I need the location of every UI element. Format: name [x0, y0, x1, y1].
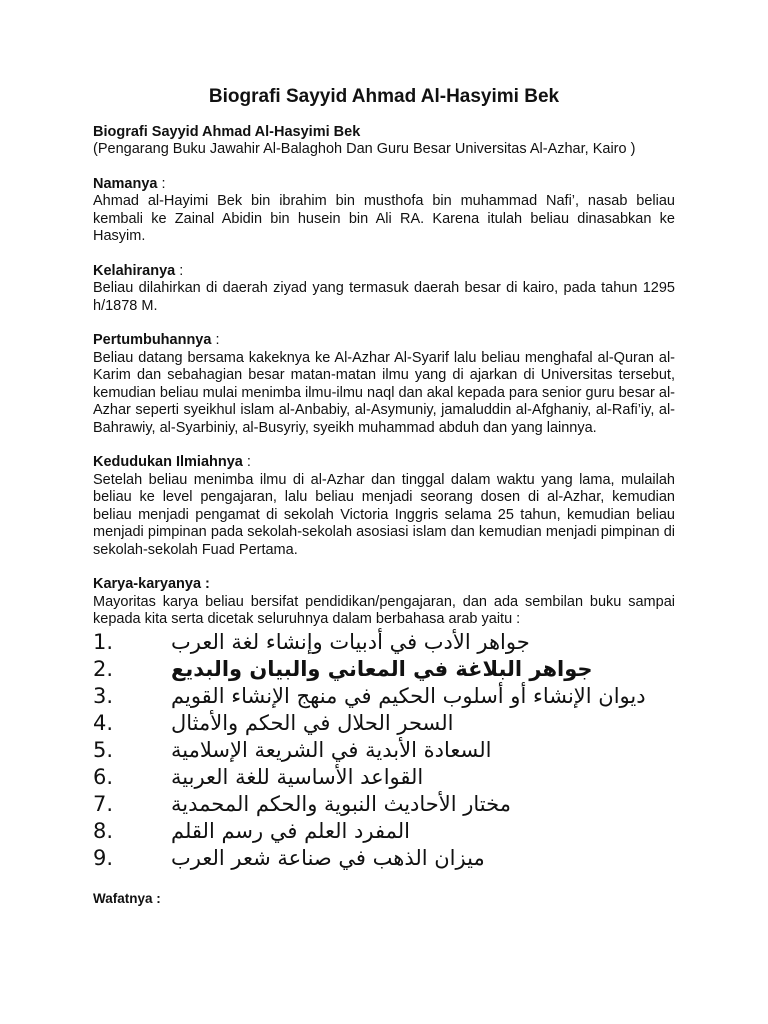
book-number: 3. [93, 683, 114, 708]
book-item [93, 845, 675, 872]
section-label: Kedudukan Ilmiahnya [93, 454, 243, 470]
wafat-label: Wafatnya : [93, 890, 161, 906]
section-text: Setelah beliau menimba ilmu di al-Azhar dan tinggal dalam waktu yang lama, mulailah beliau ke level pengajaran, lalu beliau menjadi seorang dosen di al-Azhar, kemudian beliau menjadi pengamat di sekolah Victoria Inggris selama 25 tahun, kemudian beliau menjadi pimpinan pada sekolah-sekolah asosiasi islam dan kemudian menjadi pimpinan di sekolah-sekolah Fuad Pertama. [93, 471, 675, 558]
section-1: Kelahiranya : Beliau dilahirkan di daerah ziyad yang termasuk daerah besar di kairo, pada tahun 1295 h/1878 M. [93, 262, 675, 314]
book-number: 2. [93, 656, 114, 681]
book-number: 7. [93, 791, 114, 816]
section-label: Kelahiranya [93, 262, 176, 279]
book-number: 8. [93, 818, 114, 843]
section-text: Ahmad al-Hayimi Bek bin ibrahim bin musthofa bin muhammad Nafi’, nasab beliau kembali ke Zainal Abidin bin husein bin Ali RA. Karena itulah beliau dinasabkan ke Hasyim. [93, 193, 675, 244]
book-title: ميزان الذهب في صناعة شعر العرب [171, 845, 485, 870]
book-item [93, 737, 675, 764]
book-item [93, 818, 675, 845]
book-item [93, 629, 675, 656]
book-title: جواهر البلاغة في المعاني والبيان والبديع [171, 656, 593, 681]
intro-section [93, 124, 675, 159]
karya-label: Karya-karyanya : [93, 576, 210, 592]
book-title: مختار الأحاديث النبوية والحكم المحمدية [171, 791, 511, 816]
section-text: Beliau dilahirkan di daerah ziyad yang termasuk daerah besar di kairo, pada tahun 1295 h/1878 M. [93, 280, 675, 314]
section-3: Kedudukan Ilmiahnya : Setelah beliau menimba ilmu di al-Azhar dan tinggal dalam waktu yang lama, mulailah beliau ke level pengajaran, lalu beliau menjadi seorang dosen di al-Azhar, kemudian beliau menjadi pengamat di sekolah Victoria Inggris selama 25 tahun, kemudian beliau menjadi pimpinan pada sekolah-sekolah asosiasi islam dan kemudian menjadi pimpinan di sekolah-sekolah Fuad Pertama. [93, 454, 675, 558]
book-title: ديوان الإنشاء أو أسلوب الحكيم في منهج الإنشاء القويم [171, 683, 646, 708]
book-item [93, 656, 675, 683]
book-number: 1. [93, 629, 114, 654]
book-item [93, 791, 675, 818]
book-number: 4. [93, 710, 114, 735]
book-item [93, 683, 675, 710]
book-item [93, 710, 675, 737]
karya-section [93, 576, 675, 872]
intro-heading: Biografi Sayyid Ahmad Al-Hasyimi Bek [93, 123, 361, 140]
book-number: 6. [93, 764, 114, 789]
intro-subtitle: (Pengarang Buku Jawahir Al-Balaghoh Dan Guru Besar Universitas Al-Azhar, Kairo ) [93, 141, 636, 157]
book-title: السحر الحلال في الحكم والأمثال [171, 710, 454, 735]
section-label: Namanya [93, 175, 158, 192]
book-title: المفرد العلم في رسم القلم [171, 818, 410, 843]
book-list [93, 629, 675, 872]
book-number: 5. [93, 737, 114, 762]
book-title: جواهر الأدب في أدبيات وإنشاء لغة العرب [171, 629, 530, 654]
section-text: Beliau datang bersama kakeknya ke Al-Azhar Al-Syarif lalu beliau menghafal al-Quran al-Karim dan sebahagian besar matan-matan ilmu yang di ajarkan di Universitas tersebut, kemudian beliau mulai menimba ilmu-ilmu naql dan akal kepada para senior guru besar al-Azhar seperti syeikhul islam al-Anbabiy, al-Asymuniy, jamaluddin al-Afghaniy, al-Rafi’iy, al-Bahrawiy, al-Syarbiniy, al-Busyriy, syeikh muhammad abduh dan yang lainnya. [93, 349, 675, 436]
section-label: Pertumbuhannya [93, 332, 212, 348]
book-item [93, 764, 675, 791]
section-0: Namanya : Ahmad al-Hayimi Bek bin ibrahim bin musthofa bin muhammad Nafi’, nasab beliau kembali ke Zainal Abidin bin husein bin Ali RA. Karena itulah beliau dinasabkan ke Hasyim. [93, 175, 675, 244]
book-title: السعادة الأبدية في الشريعة الإسلامية [171, 737, 492, 762]
book-number: 9. [93, 845, 114, 870]
book-title: القواعد الأساسية للغة العربية [171, 764, 424, 789]
karya-text: Mayoritas karya beliau bersifat pendidikan/pengajaran, dan ada sembilan buku sampai kepada kita serta dicetak seluruhnya dalam berbahasa arab yaitu : [93, 593, 675, 627]
section-2: Pertumbuhannya : Beliau datang bersama kakeknya ke Al-Azhar Al-Syarif lalu beliau menghafal al-Quran al-Karim dan sebahagian besar matan-matan ilmu yang di ajarkan di Universitas tersebut, kemudian beliau mulai menimba ilmu-ilmu naql dan akal kepada para senior guru besar al-Azhar seperti syeikhul islam al-Anbabiy, al-Asymuniy, jamaluddin al-Afghaniy, al-Rafi’iy, al-Bahrawiy, al-Syarbiniy, al-Busyriy, syeikh muhammad abduh dan yang lainnya. [93, 332, 675, 436]
page-title: Biografi Sayyid Ahmad Al-Hasyimi Bek [208, 86, 560, 107]
